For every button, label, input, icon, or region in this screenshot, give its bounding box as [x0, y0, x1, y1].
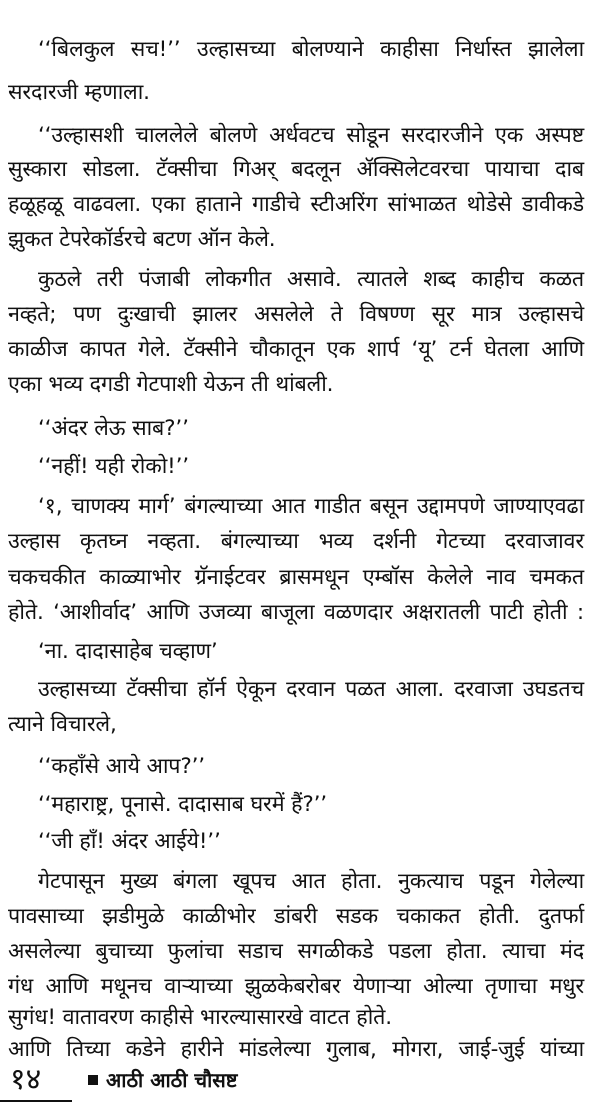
- text-line: ‘ना. दादासाहेब चव्हाण’: [38, 639, 218, 664]
- square-bullet-icon: [88, 1075, 98, 1085]
- text-line: ‘‘जी हाँ! अंदर आईये!’’: [38, 829, 221, 854]
- footer-rule: [0, 1100, 72, 1102]
- page-number: १४: [10, 1062, 42, 1097]
- text-line: ‘‘कहाँसे आये आप?’’: [38, 754, 205, 779]
- text-line: सुगंध! वातावरण काहीसे भारल्यासारखे वाटत होते.: [8, 1005, 392, 1030]
- text-line: सरदारजी म्हणाला.: [8, 80, 150, 105]
- text-line: काळीज कापत गेले. टॅक्सीने चौकातून एक शार्प ‘यू’ टर्न घेतला आणि: [8, 337, 584, 362]
- text-line: त्याने विचारले,: [8, 712, 117, 737]
- text-line: गंध आणि मधूनच वाऱ्याच्या झुळकेबरोबर येणाऱ्या ओल्या तृणाचा मधुर: [8, 974, 584, 999]
- text-line: नव्हते; पण दुःखाची झालर असलेले ते विषण्ण सूर मात्र उल्हासचे: [8, 302, 584, 327]
- text-line: आणि तिच्या कडेने हारीने मांडलेल्या गुलाब, मोगरा, जाई-जुई यांच्या: [8, 1037, 584, 1062]
- text-line: ‘‘बिलकुल सच!’’ उल्हासच्या बोलण्याने काहीसा निर्धास्त झालेला: [38, 37, 584, 62]
- text-line: हळूहळू वाढवला. एका हाताने गाडीचे स्टीअरिंग सांभाळत थोडेसे डावीकडे: [8, 192, 584, 217]
- text-line: ‘‘नहीं! यही रोको!’’: [38, 454, 189, 479]
- text-line: गेटपासून मुख्य बंगला खूपच आत होता. नुकत्याच पडून गेलेल्या: [38, 869, 584, 894]
- text-line: पावसाच्या झडीमुळे काळीभोर डांबरी सडक चकाकत होती. दुतर्फा: [8, 904, 584, 929]
- text-line: कुठले तरी पंजाबी लोकगीत असावे. त्यातले शब्द काहीच कळत: [38, 267, 584, 292]
- text-line: होते. ‘आशीर्वाद’ आणि उजव्या बाजूला वळणदार अक्षरातली पाटी होती :: [8, 600, 584, 625]
- running-footer-book-title: आठी आठी चौसष्ट: [106, 1068, 238, 1092]
- text-line: ‘१, चाणक्य मार्ग’ बंगल्याच्या आत गाडीत बसून उद्दामपणे जाण्याएवढा: [38, 494, 584, 519]
- text-line: झुकत टेपरेकॉर्डरचे बटण ऑन केले.: [8, 227, 276, 252]
- text-line: सुस्कारा सोडला. टॅक्सीचा गिअर् बदलून ॲक्सिलेटवरचा पायाचा दाब: [8, 157, 584, 182]
- text-line: असलेल्या बुचाच्या फुलांचा सडाच सगळीकडे पडला होता. त्याचा मंद: [8, 939, 584, 964]
- text-line: चकचकीत काळ्याभोर ग्रॅनाईटवर ब्रासमधून एम्बॉस केलेले नाव चमकत: [8, 565, 584, 590]
- text-line: एका भव्य दगडी गेटपाशी येऊन ती थांबली.: [8, 372, 334, 397]
- text-line: उल्हास कृतघ्न नव्हता. बंगल्याच्या भव्य दर्शनी गेटच्या दरवाजावर: [8, 529, 584, 554]
- text-line: ‘‘महाराष्ट्र, पूनासे. दादासाब घरमें हैं?’’: [38, 792, 327, 817]
- text-line: उल्हासच्या टॅक्सीचा हॉर्न ऐकून दरवान पळत आला. दरवाजा उघडतच: [38, 677, 584, 702]
- text-line: ‘‘अंदर लेऊ साब?’’: [38, 416, 189, 441]
- text-line: ‘‘उल्हासशी चाललेले बोलणे अर्धवटच सोडून सरदारजीने एक अस्पष्ट: [38, 123, 584, 148]
